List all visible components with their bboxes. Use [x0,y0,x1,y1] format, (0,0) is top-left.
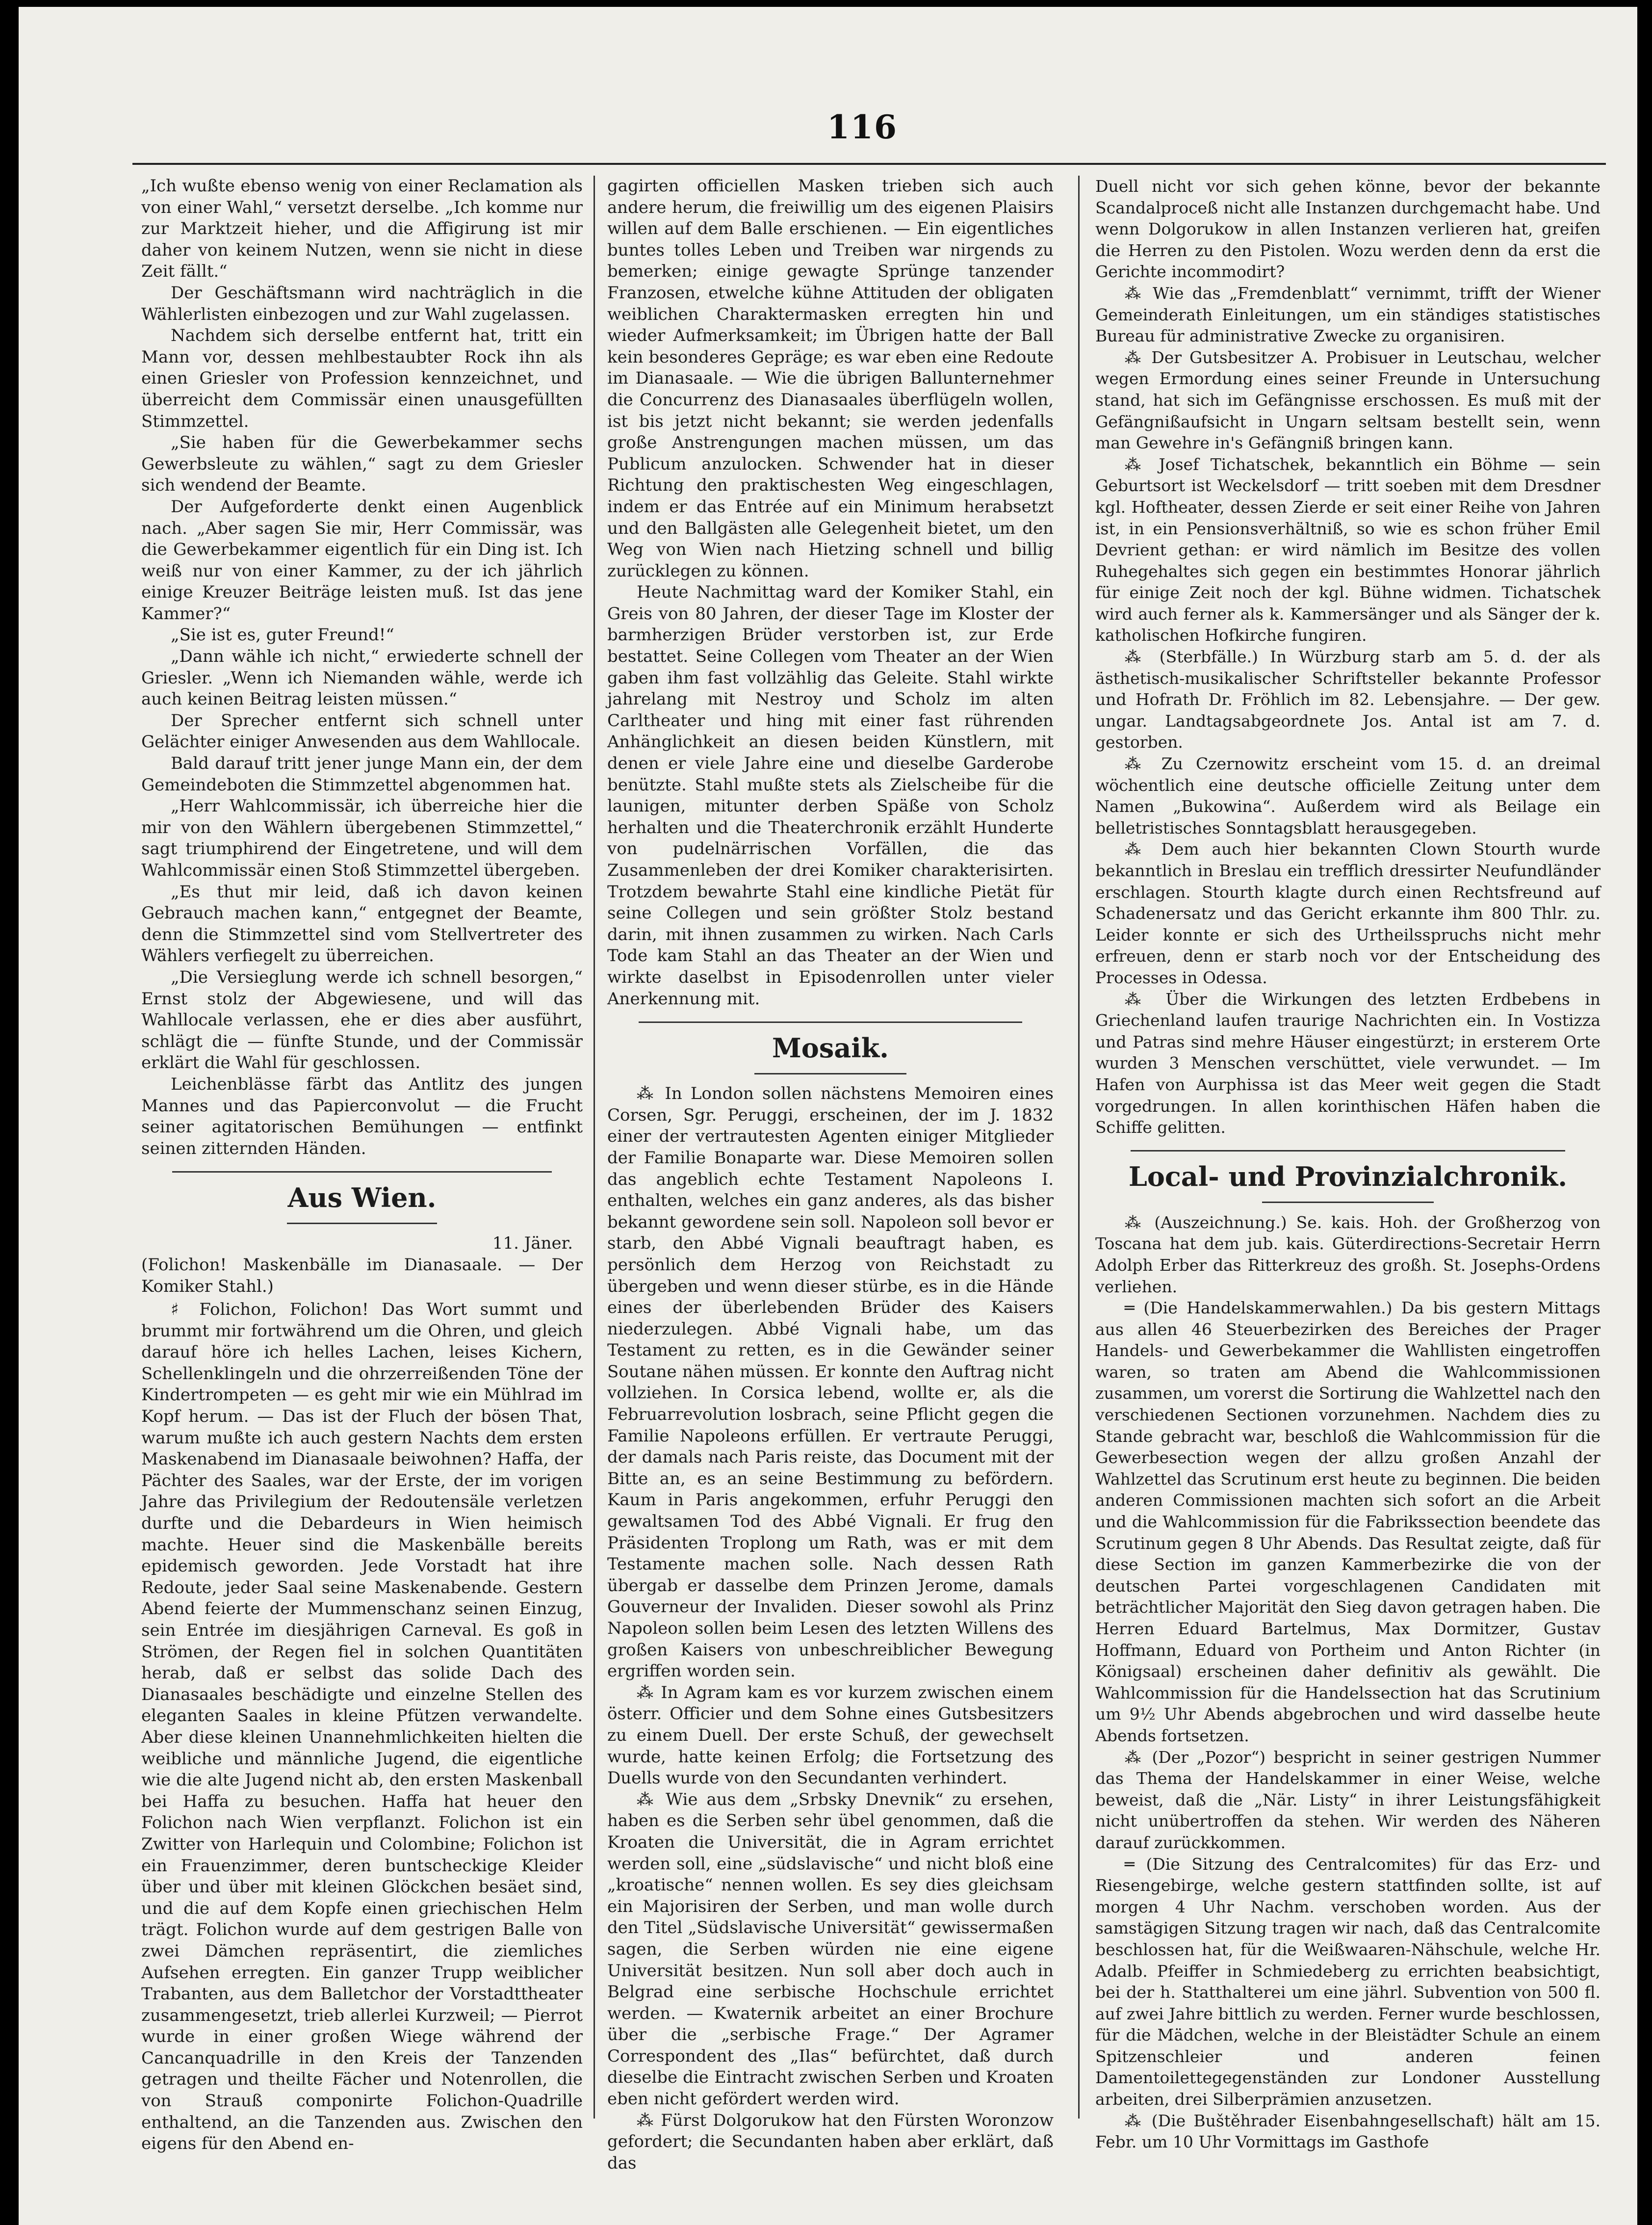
article-paragraph: ⁂ Josef Tichatschek, bekanntlich ein Böhme — sein Geburtsort ist Weckelsdorf — tritt soeben mit dem Dresdner kgl. Hoftheater, dessen Zierde er seit einer Reihe von Jahren ist, in ein Pensionsverhältniß, so wie es schon früher Emil Devrient gethan: er wird nämlich im Besitze des vollen Ruhegehaltes sich gegen ein bestimmtes Honorar jährlich für einige Zeit noch der kgl. Bühne widmen. Tichatschek wird auch ferner als k. Kammersänger und als Sänger der k. katholischen Hofkirche fungiren. [1095,454,1600,645]
column-left [141,176,583,2154]
section-rule [1131,1150,1565,1152]
article-paragraph: ⁂ Wie aus dem „Srbsky Dnevnik“ zu ersehen, haben es die Serben sehr übel genommen, daß die Kroaten die Universität, die in Agram errichtet werden soll, eine „südslavische“ und nicht bloß eine „kroatische“ nennen wollen. Es sey dies gleichsam ein Majorisiren der Serben, und man wolle durch den Titel „Südslavische Universität“ gewissermaßen sagen, die Serben würden nie eine eigene Universität besitzen. Nun soll aber doch auch in Belgrad eine serbische Hochschule errichtet werden. — Kwaternik arbeitet an einer Brochure über die „serbische Frage.“ Der Agramer Correspondent des „Ilas“ befürchtet, daß durch dieselbe die Eintracht zwischen Serben und Kroaten eben nicht gefördert werden wird. [607,1789,1054,2109]
article-paragraph: „Herr Wahlcommissär, ich überreiche hier die mir von den Wählern übergebenen Stimmzettel,“ sagt triumphirend der Eingetretene, und will dem Wahlcommissär einen Stoß Stimmzettel übergeben. [141,796,583,880]
article-paragraph: „Dann wähle ich nicht,“ erwiederte schnell der Griesler. „Wenn ich Niemanden wähle, werde ich auch keinen Beitrag leisten müssen.“ [141,647,583,709]
article-paragraph: Der Geschäftsmann wird nachträglich in die Wählerlisten einbezogen und zur Wahl zugelassen. [141,283,583,324]
article-paragraph: „Sie ist es, guter Freund!“ [171,625,394,645]
article-paragraph: ⁂ Wie das „Fremdenblatt“ vernimmt, trifft der Wiener Gemeinderath Einleitungen, um ein ständiges statistisches Bureau für administrative Zwecke zu organisiren. [1095,283,1600,346]
article-paragraph: ⁂ (Der „Pozor“) bespricht in seiner gestrigen Nummer das Thema der Handelskammer in einer Weise, welche beweist, daß die „När. Listy“ in ihrer Leistungsfähigkeit nicht unübertroffen da stehen. Wir werden des Näheren darauf zurückkommen. [1095,1747,1600,1852]
heading-underline [1262,1202,1434,1203]
heading-underline [754,1073,906,1074]
article-paragraph: „Es thut mir leid, daß ich davon keinen Gebrauch machen kann,“ entgegnet der Beamte, denn die Stimmzettel sind vom Stellvertreter des Wählers verfiegelt zu überreichen. [141,882,583,966]
header-rule [132,163,1606,165]
article-paragraph: ⁂ Der Gutsbesitzer A. Probisuer in Leutschau, welcher wegen Ermordung eines seiner Freunde in Untersuchung stand, hat sich im Gefängnisse erschossen. Es muß mit der Gefängnißaufsicht in Ungarn seltsam bestellt sein, wenn man Gewehre in's Gefängniß bringen kann. [1095,347,1600,453]
dateline: 11. Jäner. [492,1233,573,1254]
article-paragraph: „Ich wußte ebenso wenig von einer Reclamation als von einer Wahl,“ versetzt derselbe. „Ich komme nur zur Marktzeit hieher, und die Affigirung ist mir daher von keinem Nutzen, wenn sie nicht in diese Zeit fällt.“ [141,176,583,282]
article-paragraph: ⁂ (Die Buštěhrader Eisenbahngesellschaft) hält am 15. Febr. um 10 Uhr Vormittags im Gasthofe [1095,2111,1600,2152]
article-paragraph: Nachdem sich derselbe entfernt hat, tritt ein Mann vor, dessen mehlbestaubter Rock ihn als einen Griesler von Profession kennzeichnet, und überreicht dem Commissär einen unausgefüllten Stimmzettel. [141,326,583,431]
section-heading: Local- und Provinzialchronik. [1128,1160,1568,1192]
article-paragraph: Bald darauf tritt jener junge Mann ein, der dem Gemeindeboten die Stimmzettel abgenommen hat. [141,754,583,795]
article-paragraph: ⁂ Zu Czernowitz erscheint vom 15. d. an dreimal wöchentlich eine deutsche officielle Zeitung unter dem Namen „Bukowina“. Außerdem wird als Beilage ein belletristisches Sonntagsblatt herausgegeben. [1095,754,1600,838]
section-rule [639,1021,1023,1023]
column-divider [594,176,595,2119]
article-paragraph: ═ (Die Sitzung des Centralcomites) für das Erz- und Riesengebirge, welche gestern stattfinden sollte, ist auf morgen 4 Uhr Nachm. verschoben worden. Aus der samstägigen Sitzung tragen wir nach, daß das Centralcomite beschlossen hat, für die Weißwaaren-Nähschule, welche Hr. Adalb. Pfeiffer in Schmiedeberg zu errichten beabsichtigt, bei der h. Statthalterei um eine jährl. Subvention von 500 fl. auf zwei Jahre bittlich zu werden. Ferner wurde beschlossen, für die Mädchen, welche in der Bleistädter Schule an einem Spitzenschleier und anderen feinen Damentoilettegegenständen zur Londoner Ausstellung arbeiten, drei Silberprämien anzusetzen. [1095,1854,1600,2109]
section-heading: Mosaik. [772,1032,889,1064]
page-number: 116 [827,108,898,146]
article-paragraph: ♯ Folichon, Folichon! Das Wort summt und brummt mir fortwährend um die Ohren, und gleich darauf höre ich helles Lachen, leises Kichern, Schellenklingeln und die ohrzerreißenden Töne der Kindertrompeten — es geht mir wie ein Mühlrad im Kopf herum. — Das ist der Fluch der bösen That, warum mußte ich auch gestern Nachts dem ersten Maskenabend im Dianasaale beiwohnen? Haffa, der Pächter des Saales, war der Erste, der im vorigen Jahre das Privilegium der Redoutensäle verletzen durfte und die Debardeurs in Wien heimisch machte. Heuer sind die Maskenbälle bereits epidemisch geworden. Jede Vorstadt hat ihre Redoute, jeder Saal seine Maskenabende. Gestern Abend feierte der Mummenschanz seinen Einzug, sein Entrée im diesjährigen Carneval. Es goß in Strömen, der Regen fiel in solchen Quantitäten herab, daß er selbst das solide Dach des Dianasaales beschädigte und einzelne Stellen des eleganten Saales in kleine Pfützen verwandelte. Aber diese kleinen Unannehmlichkeiten hielten die weibliche und männliche Jugend, die eigentliche wie die alte Jugend nicht ab, den ersten Maskenball bei Haffa zu besuchen. Haffa hat heuer den Folichon nach Wien verpflanzt. Folichon ist ein Zwitter von Harlequin und Colombine; Folichon ist ein Frauenzimmer, deren buntscheckige Kleider über und über mit kleinen Glöckchen besäet sind, und die auf dem Kopfe einen griechischen Helm trägt. Folichon wurde auf dem gestrigen Balle von zwei Dämchen repräsentirt, die ziemliches Aufsehen erregten. Ein ganzer Trupp weiblicher Trabanten, aus dem Balletchor der Vorstadttheater zusammengesetzt, trieb allerlei Kurzweil; — Pierrot wurde in einer großen Wiege während der Cancanquadrille in den Kreis der Tanzenden getragen und theilte Fächer und Notenrollen, die von Strauß componirte Folichon-Quadrille enthaltend, an die Tanzenden aus. Zwischen den eigens für den Abend en- [141,1300,583,2154]
section-rule [172,1171,552,1173]
article-paragraph: ⁂ Dem auch hier bekannten Clown Stourth wurde bekanntlich in Breslau ein trefflich dressirter Neufundländer erschlagen. Stourth klagte durch einen Rechtsfreund auf Schadenersatz und das Gericht erkannte ihm 800 Thlr. zu. Leider konnte er sich des Urtheilsspruchs nicht mehr erfreuen, denn er starb noch vor der Entscheidung des Processes in Odessa. [1095,839,1600,987]
article-paragraph: Der Aufgeforderte denkt einen Augenblick nach. „Aber sagen Sie mir, Herr Commissär, was die Gewerbekammer eigentlich für ein Ding ist. Ich weiß nur von einer Kammer, zu der ich jährlich einige Kreuzer Beiträge leisten muß. Ist das jene Kammer?“ [141,497,583,624]
heading-underline [287,1223,437,1224]
column-right [1095,176,1600,2152]
article-paragraph: Heute Nachmittag ward der Komiker Stahl, ein Greis von 80 Jahren, der dieser Tage im Kloster der barmherzigen Brüder verstorben ist, zur Erde bestattet. Seine Collegen vom Theater an der Wien gaben ihm fast vollzählig das Geleite. Stahl wirkte jahrelang mit Nestroy und Scholz im alten Carltheater und hing mit einer fast rührenden Anhänglichkeit an diesen beiden Künstlern, mit denen er viele Jahre eine und dieselbe Garderobe benützte. Stahl mußte stets als Zielscheibe für die launigen, mitunter derben Späße von Scholz herhalten und die Theaterchronik erzählt Hunderte von pudelnärrischen Vorfällen, die das Zusammenleben der drei Komiker charakterisirten. Trotzdem bewahrte Stahl eine kindliche Pietät für seine Collegen und sein größter Stolz bestand darin, mit ihnen zusammen zu wirken. Nach Carls Tode kam Stahl an das Theater an der Wien und wirkte daselbst in Episodenrollen unter vieler Anerkennung mit. [607,582,1054,1009]
article-paragraph: ⁂ (Auszeichnung.) Se. kais. Hoh. der Großherzog von Toscana hat dem jub. kais. Güterdirections-Secretair Herrn Adolph Erber das Ritterkreuz des großh. St. Josephs-Ordens verliehen. [1095,1212,1600,1296]
article-paragraph: ⁂ (Sterbfälle.) In Würzburg starb am 5. d. der als ästhetisch-musikalischer Schriftsteller bekannte Professor und Hofrath Dr. Fröhlich im 82. Lebensjahre. — Der gew. ungar. Landtagsabgeordnete Jos. Antal ist am 7. d. gestorben. [1095,647,1600,752]
article-paragraph: ⁂ In London sollen nächstens Memoiren eines Corsen, Sgr. Peruggi, erscheinen, der im J. 1832 einer der vertrautesten Agenten einiger Mitglieder der Familie Bonaparte war. Diese Memoiren sollen das angeblich echte Testament Napoleons I. enthalten, welches ein ganz anderes, als das bisher bekannt gewordene sein soll. Napoleon soll bevor er starb, den Abbé Vignali beauftragt haben, es persönlich dem Herzog von Reichstadt zu übergeben und wenn dieser stürbe, es in die Hände eines der überlebenden Brüder des Kaisers niederzulegen. Abbé Vignali habe, um das Testament zu retten, es in die Gewänder seiner Soutane nähen müssen. Er konnte den Auftrag nicht vollziehen. In Corsica lebend, wollte er, als die Februarrevolution losbrach, seine Pflicht gegen die Familie Napoleons erfüllen. Er vertraute Peruggi, der damals nach Paris reiste, das Document mit der Bitte an, es an seine Bestimmung zu befördern. Kaum in Paris angekommen, erfuhr Peruggi den gewaltsamen Tod des Abbé Vignali. Er frug den Präsidenten Troplong um Rath, was er mit dem Testamente machen solle. Nach dessen Rath übergab er dasselbe dem Prinzen Jerome, damals Gouverneur der Invaliden. Dieser sowohl als Prinz Napoleon sollen beim Lesen des letzten Willens des großen Kaisers von unbeschreiblicher Bewegung ergriffen worden sein. [607,1084,1054,1681]
section-heading: Aus Wien. [287,1182,437,1214]
article-paragraph: ⁂ Über die Wirkungen des letzten Erdbebens in Griechenland laufen traurige Nachrichten ein. In Vostizza und Patras sind mehre Häuser eingestürzt; in ersterem Orte wurden 3 Menschen verschüttet, viele verwundet. — Im Hafen von Aurphissa ist das Meer weit gegen die Stadt vorgedrungen. In allen korinthischen Häfen haben die Schiffe gelitten. [1095,989,1600,1137]
newspaper-page [19,7,1637,2225]
article-paragraph: gagirten officiellen Masken trieben sich auch andere herum, die freiwillig um des eigenen Plaisirs willen auf dem Balle erschienen. — Ein eigentliches buntes tolles Leben und Treiben war nirgends zu bemerken; einige gewagte Sprünge tanzender Franzosen, etwelche kühne Attituden der obligaten weiblichen Charaktermasken erregten hin und wieder Aufmerksamkeit; im Übrigen hatte der Ball kein besonderes Gepräge; es war eben eine Redoute im Dianasaale. — Wie die übrigen Ballunternehmer die Concurrenz des Dianasaales überflügeln wollen, ist bis jetzt nicht bekannt; sie werden jedenfalls große Anstrengungen machen müssen, um das Publicum anzulocken. Schwender hat in dieser Richtung den praktischesten Weg eingeschlagen, indem er das Entrée auf ein Minimum herabsetzt und den Ballgästen alle Gelegenheit bietet, um den Weg von Wien nach Hietzing schnell und billig zurücklegen zu können. [607,176,1054,581]
article-subtitle: (Folichon! Maskenbälle im Dianasaale. — Der Komiker Stahl.) [141,1255,583,1296]
article-paragraph: ⁂ In Agram kam es vor kurzem zwischen einem österr. Officier und dem Sohne eines Gutsbesitzers zu einem Duell. Der erste Schuß, der gewechselt wurde, hatte keinen Erfolg; die Fortsetzung des Duells wurde von den Secundanten verhindert. [607,1682,1054,1788]
article-paragraph: ⁂ Fürst Dolgorukow hat den Fürsten Woronzow gefordert; die Secundanten haben aber erklärt, daß das [607,2110,1054,2173]
article-paragraph: „Sie haben für die Gewerbekammer sechs Gewerbsleute zu wählen,“ sagt zu dem Griesler sich wendend der Beamte. [141,433,583,496]
article-paragraph: Der Sprecher entfernt sich schnell unter Gelächter einiger Anwesenden aus dem Wahllocale. [141,710,583,752]
article-paragraph: Duell nicht vor sich gehen könne, bevor der bekannte Scandalproceß nicht alle Instanzen durchgemacht habe. Und wenn Dolgorukow in allen Instanzen verlieren hat, greifen die Herren zu den Pistolen. Wozu werden denn da erst die Gerichte incommodirt? [1095,177,1600,282]
article-paragraph: Leichenblässe färbt das Antlitz des jungen Mannes und das Papierconvolut — die Frucht seiner agitatorischen Bemühungen — entfinkt seinen zitternden Händen. [141,1074,583,1158]
column-divider [1078,176,1080,2119]
article-paragraph: ═ (Die Handelskammerwahlen.) Da bis gestern Mittags aus allen 46 Steuerbezirken des Bereiches der Prager Handels- und Gewerbekammer die Wahllisten eingetroffen waren, so traten am Abend die Wahlcommissionen zusammen, um vorerst die Sortirung die Wahlzettel nach den verschiedenen Sectionen vorzunehmen. Nachdem dies zu Stande gebracht war, beschloß die Wahlcommission für die Gewerbesection wegen der allzu großen Anzahl der Wahlzettel das Scrutinum erst heute zu beginnen. Die beiden anderen Commissionen machten sich sofort an die Arbeit und die Wahlcommission für die Fabrikssection beendete das Scrutinum gegen 8 Uhr Abends. Das Resultat zeigte, daß für diese Section im ganzen Kammerbezirke die von der deutschen Partei vorgeschlagenen Candidaten mit beträchtlicher Majorität den Sieg davon getragen haben. Die Herren Eduard Bartelmus, Max Dormitzer, Gustav Hoffmann, Eduard von Portheim und Anton Richter (in Königsaal) erscheinen daher definitiv als gewählt. Die Wahlcommission für die Handelssection hat das Scrutinium um 9½ Uhr Abends abgebrochen und wird dasselbe heute Abends fortsetzen. [1095,1298,1600,1745]
article-paragraph: „Die Versieglung werde ich schnell besorgen,“ Ernst stolz der Abgewiesene, und will das Wahllocale verlassen, ehe er dies aber ausführt, schlägt die — fünfte Stunde, und der Commissär erklärt die Wahl für geschlossen. [141,967,583,1073]
column-middle [607,176,1054,2173]
